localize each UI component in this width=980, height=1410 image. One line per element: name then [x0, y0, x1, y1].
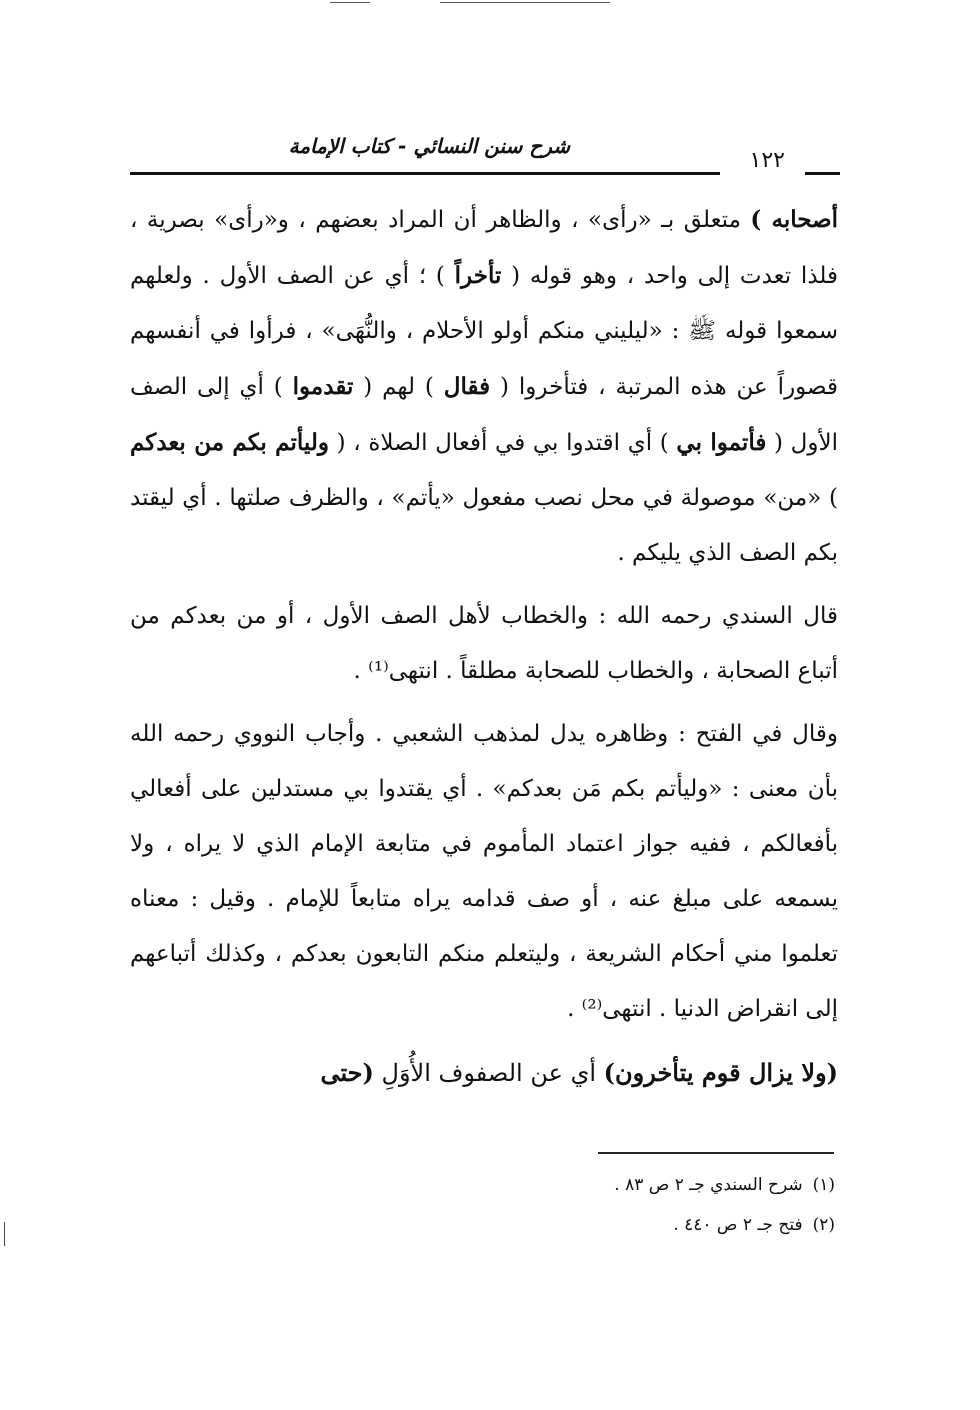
- text-run: وليأتم بكم من بعدكم: [130, 429, 329, 456]
- header-rule-short: [805, 172, 840, 175]
- text-run: تأخراً: [454, 262, 502, 289]
- page-header: [130, 128, 840, 188]
- paragraph-3: وقال في الفتح : وظاهره يدل لمذهب الشعبي . وأجاب النووي رحمه الله بأن معنى : «وليأتم بكم مَن بعدكم» . أي يقتدوا بي مستدلين على أفعالي بأفعالكم ، ففيه جواز اعتماد المأموم في متابعة الإمام الذي لا يراه ، ولا يسمعه على مبلغ عنه ، أو صف قدامه يراه متابعاً للإمام . وقيل : معناه تعلموا مني أحكام الشريعة ، وليتعلم منكم التابعون بعدكم ، وكذلك أتباعهم إلى انقراض الدنيا . انتهى⁽²⁾ .: [130, 721, 838, 1022]
- header-rule: [130, 172, 720, 175]
- footnote-text: فتح جـ ٢ ص ٤٤٠ .: [673, 1215, 803, 1235]
- text-run: (ولا يزال قوم يتأخرون): [603, 1058, 838, 1087]
- text-run: ) ؛ أي عن الصف الأول . ولعلهم سمعوا قوله ﷺ : «ليليني منكم أولو الأحلام ، والنُّهَى» ، فرأوا في أنفسهم قصوراً عن هذه المرتبة ، فتأخروا (: [130, 263, 838, 400]
- text-run: ) لهم (: [353, 374, 444, 400]
- footnote-number: (٢): [812, 1215, 835, 1235]
- text-run: تقدموا: [292, 373, 354, 400]
- page-number: ١٢٢: [749, 148, 785, 173]
- text-run: فأتموا بي: [676, 429, 767, 456]
- scan-mark: [440, 2, 610, 3]
- text-run: أي عن الصفوف الأُوَلِ: [373, 1059, 604, 1087]
- paragraph-4: [130, 1045, 838, 1101]
- footnote-text: شرح السندي جـ ٢ ص ٨٣ .: [614, 1175, 803, 1195]
- footnote-rule: [598, 1152, 834, 1154]
- footnote-2: [535, 1205, 835, 1245]
- scan-mark: [330, 2, 370, 3]
- main-text: [130, 192, 838, 1101]
- footnotes: [535, 1165, 835, 1245]
- text-run: فقال: [443, 373, 491, 400]
- book-title: شرح سنن النسائي - كتاب الإمامة: [288, 134, 570, 158]
- text-run: متعلق بـ «رأى» ، والظاهر أن المراد بعضهم ، و«رأى» بصرية ، فلذا تعدت إلى واحد ، وهو قوله (: [130, 207, 839, 289]
- text-run: ) «من» موصولة في محل نصب مفعول «يأتم» ، والظرف صلتها . أي ليقتد بكم الصف الذي يليكم .: [130, 485, 838, 566]
- scan-margin-mark: [4, 1222, 5, 1246]
- text-run: ) أي إلى الصف الأول (: [130, 374, 838, 456]
- text-run: (حتى: [320, 1058, 374, 1087]
- text-run: ) أي اقتدوا بي في أفعال الصلاة ، (: [328, 430, 677, 456]
- paragraph-1: [130, 192, 838, 581]
- text-run: أصحابه ): [750, 206, 838, 233]
- footnote-1: [535, 1165, 835, 1205]
- paragraph-2: قال السندي رحمه الله : والخطاب لأهل الصف الأول ، أو من بعدكم من أتباع الصحابة ، والخطاب للصحابة مطلقاً . انتهى⁽¹⁾ .: [130, 603, 838, 684]
- scan-top-marks: [0, 0, 980, 8]
- footnote-number: (١): [812, 1175, 835, 1195]
